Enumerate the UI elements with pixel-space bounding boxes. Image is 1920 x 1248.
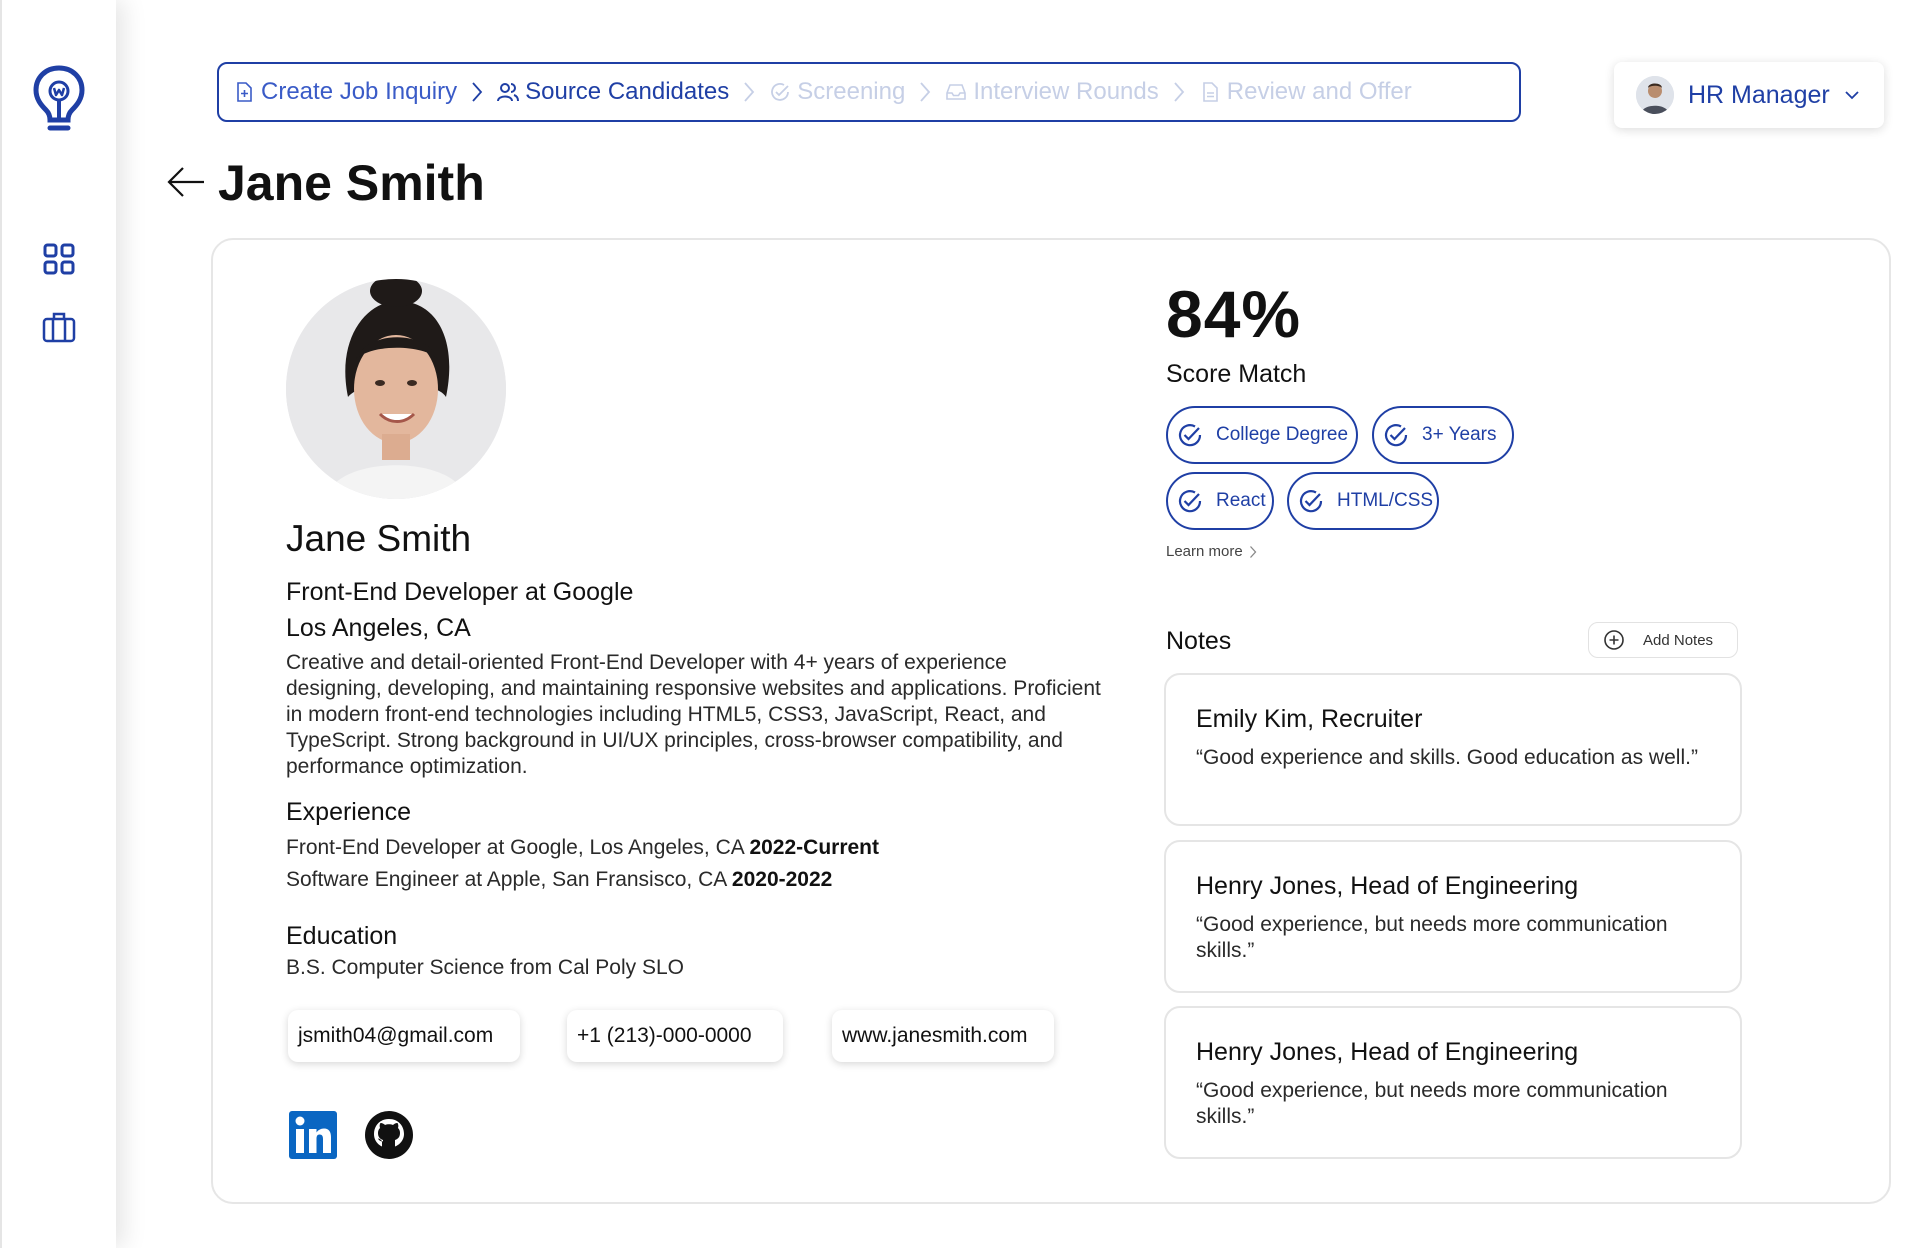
note-author: Henry Jones, Head of Engineering [1196, 1038, 1579, 1066]
briefcase-icon[interactable] [42, 310, 76, 344]
experience-text: Software Engineer at Apple, San Fransisco, CA [286, 868, 727, 891]
criteria-chip [1372, 406, 1514, 464]
note-card [1164, 840, 1742, 993]
linkedin-icon[interactable] [288, 1110, 338, 1160]
candidate-bio: Creative and detail-oriented Front-End Developer with 4+ years of experience designing, developing, and maintaining responsive websites and applications. Proficient in modern front-end technologies including HTML5, CSS3, JavaScript, React, and TypeScript. Strong background in UI/UX principles, cross-browser compatibility, and performance optimization. [286, 651, 1101, 778]
back-arrow-icon[interactable] [166, 165, 206, 199]
step-label: Review and Offer [1226, 78, 1412, 105]
plus-circle-icon [1603, 629, 1625, 651]
sidebar [0, 0, 116, 1248]
step-review-and-offer[interactable] [1199, 78, 1412, 106]
website-contact[interactable]: www.janesmith.com [832, 1010, 1054, 1062]
step-label: Screening [797, 78, 906, 105]
step-label: Source Candidates [525, 78, 730, 105]
check-circle-icon [1382, 421, 1410, 449]
check-circle-icon [1176, 421, 1204, 449]
note-author: Henry Jones, Head of Engineering [1196, 872, 1579, 900]
chevron-right-icon [1249, 545, 1257, 559]
check-circle-icon [769, 81, 791, 103]
note-author: Emily Kim, Recruiter [1196, 705, 1423, 733]
chevron-down-icon [1844, 89, 1860, 101]
experience-text: Front-End Developer at Google, Los Angeles, CA [286, 836, 744, 859]
candidate-role: Front-End Developer at Google [286, 578, 634, 606]
lightbulb-logo-icon[interactable] [32, 64, 86, 136]
experience-period: 2022-Current [749, 836, 880, 859]
document-icon [1199, 81, 1221, 103]
experience-heading: Experience [286, 798, 412, 826]
note-text: “Good experience, but needs more communication skills.” [1196, 1079, 1668, 1128]
phone-contact[interactable]: +1 (213)-000-0000 [567, 1010, 783, 1062]
candidate-location: Los Angeles, CA [286, 614, 471, 642]
experience-item [286, 836, 879, 860]
experience-item [286, 868, 832, 892]
step-screening[interactable] [769, 78, 905, 106]
step-interview-rounds[interactable] [945, 78, 1158, 106]
file-plus-icon [233, 81, 255, 103]
candidate-name: Jane Smith [286, 518, 472, 559]
step-source-candidates[interactable] [497, 78, 729, 106]
user-menu[interactable] [1614, 62, 1884, 128]
candidate-photo [286, 279, 506, 499]
criteria-label: 3+ Years [1422, 424, 1497, 445]
learn-more-label: Learn more [1166, 543, 1243, 560]
learn-more-link[interactable] [1166, 543, 1257, 560]
check-circle-icon [1176, 487, 1204, 515]
criteria-label: College Degree [1216, 424, 1349, 445]
step-label: Create Job Inquiry [261, 78, 458, 105]
github-icon[interactable] [364, 1110, 414, 1160]
note-card [1164, 673, 1742, 826]
criteria-label: React [1216, 490, 1266, 511]
chevron-right-icon [918, 80, 932, 104]
education-heading: Education [286, 922, 398, 950]
match-score-label: Score Match [1166, 360, 1307, 388]
email-contact[interactable]: jsmith04@gmail.com [288, 1010, 520, 1062]
experience-period: 2020-2022 [731, 868, 833, 891]
match-score: 84% [1166, 277, 1302, 351]
add-notes-button[interactable] [1588, 622, 1738, 658]
step-create-job-inquiry[interactable] [233, 78, 457, 106]
note-text: “Good experience and skills. Good education as well.” [1196, 746, 1698, 769]
education-item: B.S. Computer Science from Cal Poly SLO [286, 956, 684, 979]
page-title: Jane Smith [218, 155, 485, 211]
avatar [1636, 76, 1674, 114]
step-label: Interview Rounds [973, 78, 1159, 105]
notes-title: Notes [1166, 627, 1232, 655]
users-icon [497, 81, 519, 103]
user-name: HR Manager [1688, 80, 1830, 109]
criteria-chip [1287, 472, 1439, 530]
criteria-chip [1166, 406, 1358, 464]
note-card [1164, 1006, 1742, 1159]
hiring-stepper [217, 62, 1521, 122]
inbox-icon [945, 81, 967, 103]
criteria-label: HTML/CSS [1337, 490, 1434, 511]
chevron-right-icon [742, 80, 756, 104]
add-notes-label: Add Notes [1643, 631, 1714, 649]
criteria-chip [1166, 472, 1274, 530]
dashboard-icon[interactable] [42, 242, 76, 276]
chevron-right-icon [470, 80, 484, 104]
chevron-right-icon [1172, 80, 1186, 104]
note-text: “Good experience, but needs more communication skills.” [1196, 913, 1668, 962]
check-circle-icon [1297, 487, 1325, 515]
